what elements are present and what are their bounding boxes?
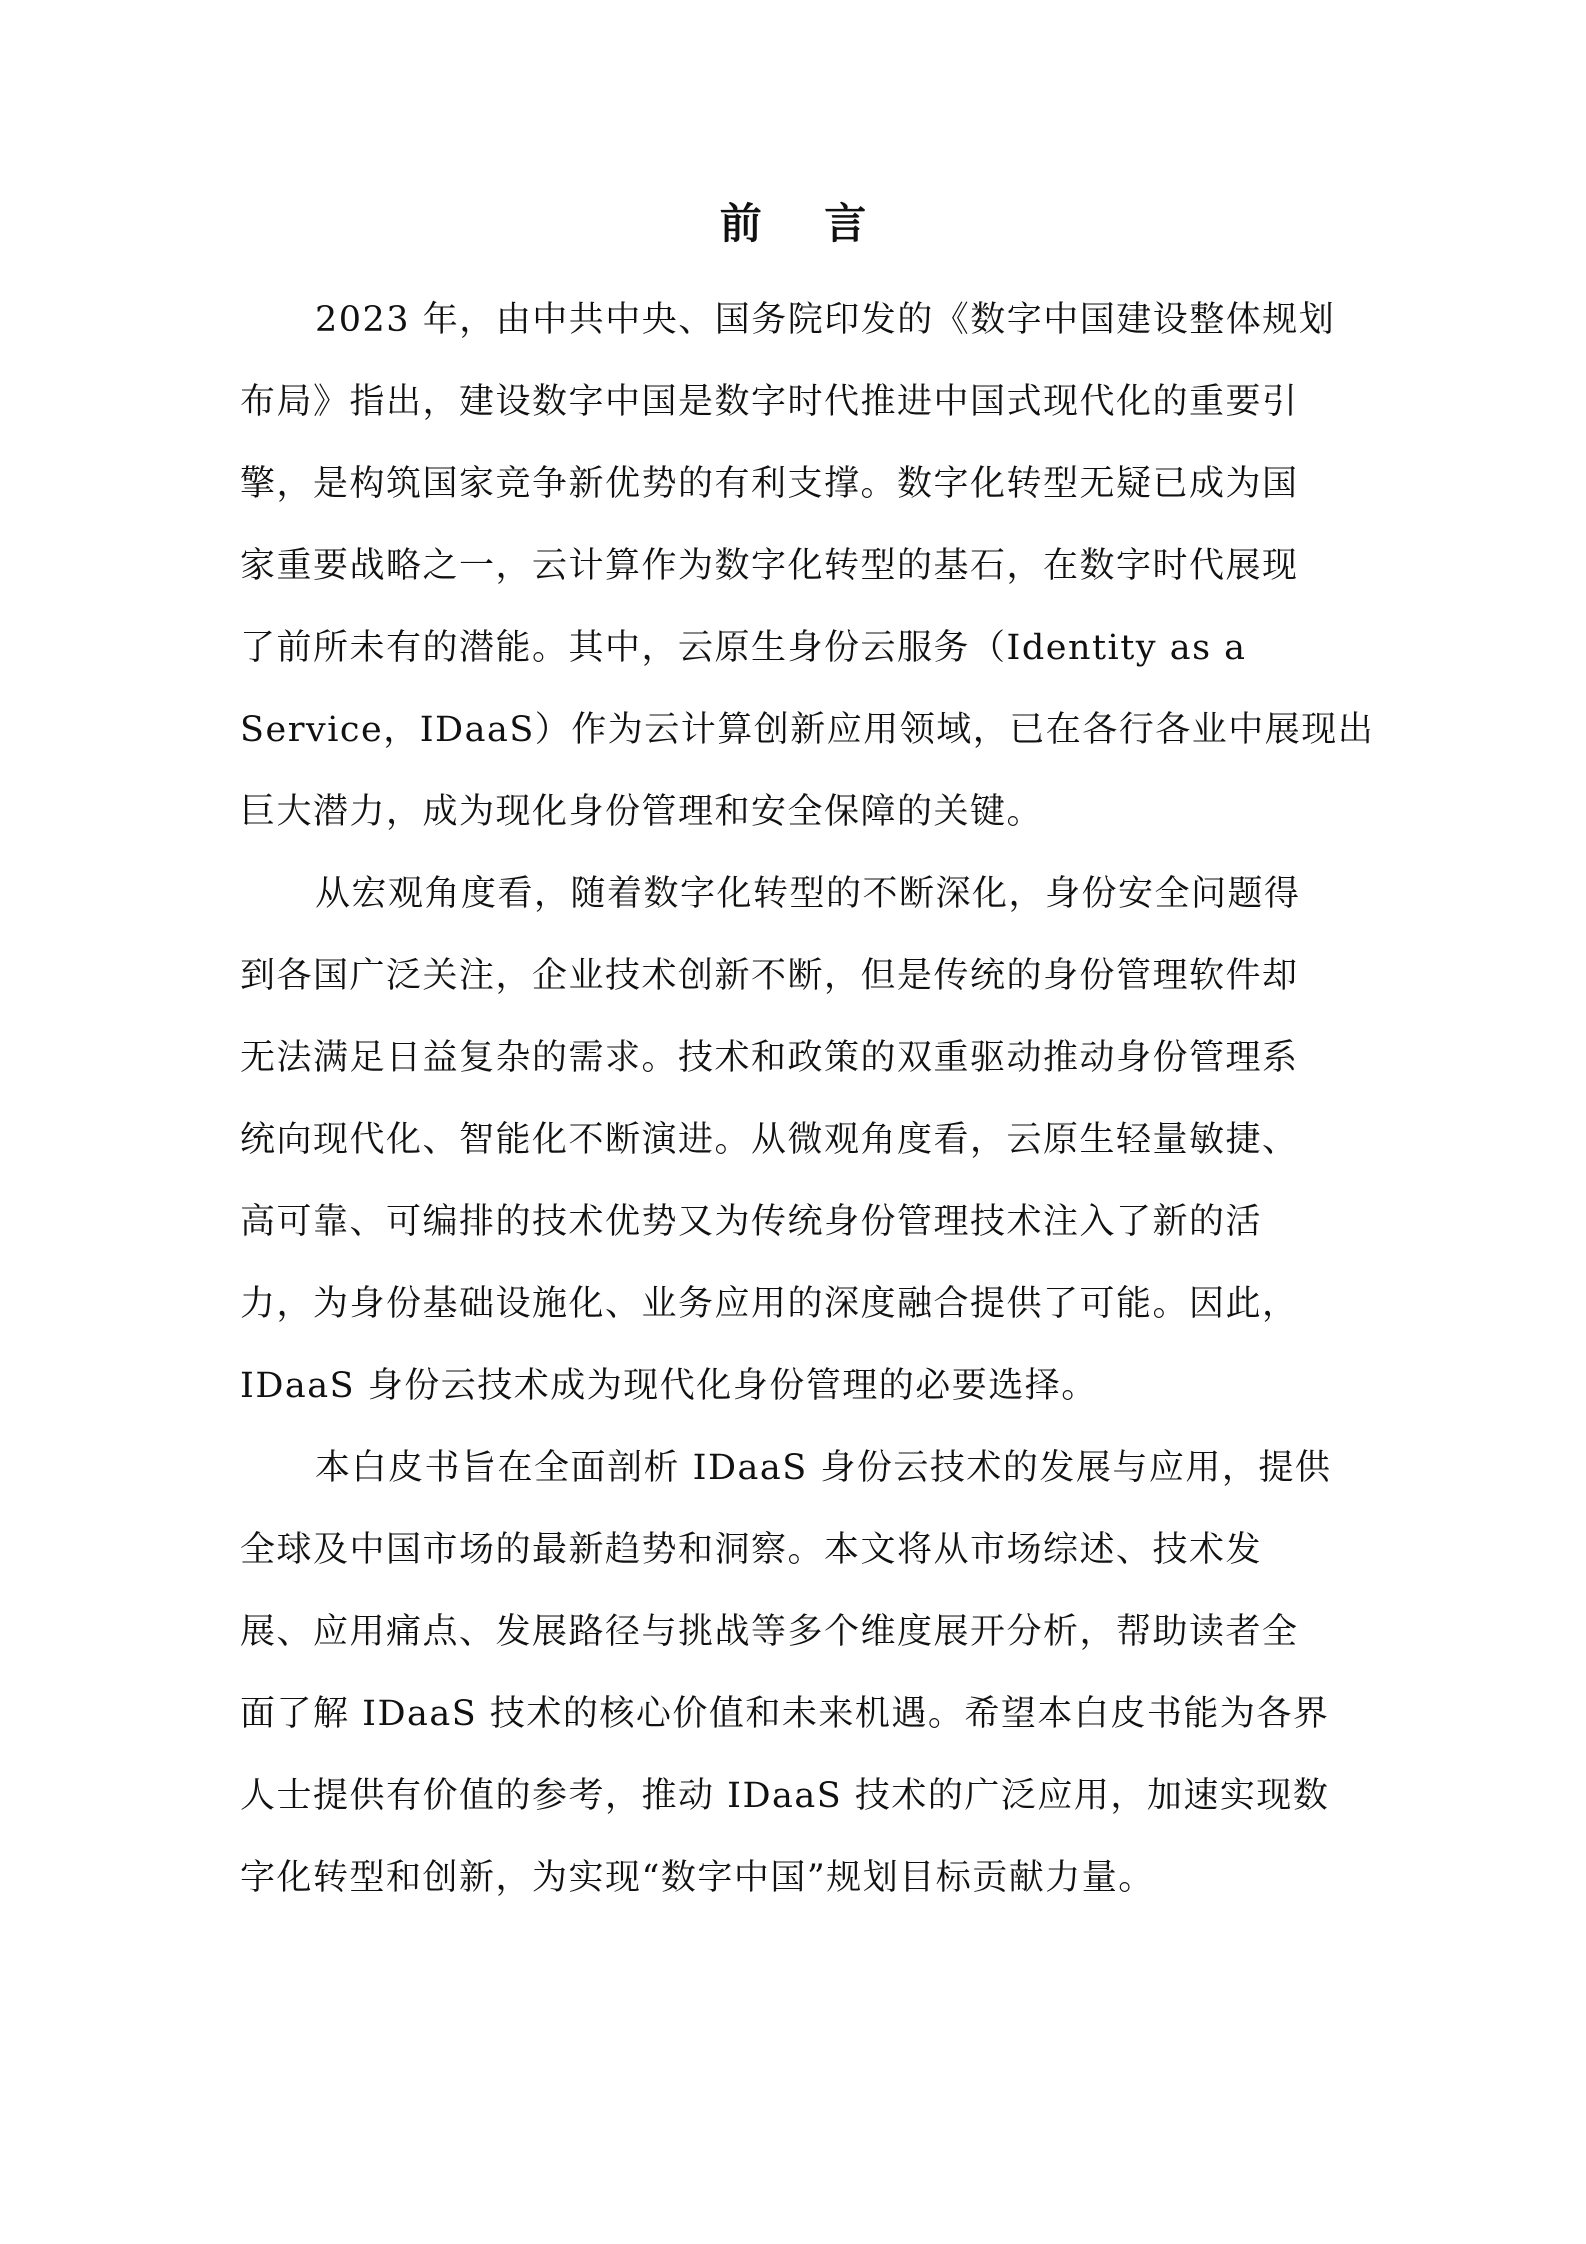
paragraph-3-line-3: 展、应用痛点、发展路径与挑战等多个维度展开分析，帮助读者全 <box>240 1612 1299 1652</box>
paragraph-3-line-6: 字化转型和创新，为实现“数字中国”规划目标贡献力量。 <box>240 1858 1155 1898</box>
paragraph-1-line-3: 擎，是构筑国家竞争新优势的有利支撑。数字化转型无疑已成为国 <box>240 464 1299 504</box>
paragraph-2-line-5: 高可靠、可编排的技术优势又为传统身份管理技术注入了新的活 <box>240 1202 1263 1242</box>
paragraph-2-line-4: 统向现代化、智能化不断演进。从微观角度看，云原生轻量敏捷、 <box>240 1120 1299 1160</box>
paragraph-1-line-7: 巨大潜力，成为现化身份管理和安全保障的关键。 <box>240 792 1044 832</box>
page-title: 前 言 <box>719 199 891 248</box>
paragraph-3-line-5: 人士提供有价值的参考，推动 IDaaS 技术的广泛应用，加速实现数 <box>240 1776 1330 1816</box>
paragraph-2-line-7: IDaaS 身份云技术成为现代化身份管理的必要选择。 <box>240 1366 1098 1406</box>
paragraph-3-line-4: 面了解 IDaaS 技术的核心价值和未来机遇。希望本白皮书能为各界 <box>240 1694 1330 1734</box>
paragraph-2-line-1: 从宏观角度看，随着数字化转型的不断深化，身份安全问题得 <box>315 874 1301 914</box>
paragraph-1-line-6: Service，IDaaS）作为云计算创新应用领域，已在各行各业中展现出 <box>240 710 1375 750</box>
paragraph-2-line-6: 力，为身份基础设施化、业务应用的深度融合提供了可能。因此， <box>240 1284 1299 1324</box>
paragraph-1-line-2: 布局》指出，建设数字中国是数字时代推进中国式现代化的重要引 <box>240 382 1299 422</box>
paragraph-1-line-1: 2023 年，由中共中央、国务院印发的《数字中国建设整体规划 <box>315 300 1336 340</box>
paragraph-3-line-2: 全球及中国市场的最新趋势和洞察。本文将从市场综述、技术发 <box>240 1530 1263 1570</box>
paragraph-2-line-3: 无法满足日益复杂的需求。技术和政策的双重驱动推动身份管理系 <box>240 1038 1299 1078</box>
paragraph-1-line-4: 家重要战略之一，云计算作为数字化转型的基石，在数字时代展现 <box>240 546 1299 586</box>
paragraph-2-line-2: 到各国广泛关注，企业技术创新不断，但是传统的身份管理软件却 <box>240 956 1299 996</box>
paragraph-3-line-1: 本白皮书旨在全面剖析 IDaaS 身份云技术的发展与应用，提供 <box>315 1448 1332 1488</box>
paragraph-1-line-5: 了前所未有的潜能。其中，云原生身份云服务（Identity as a <box>240 628 1247 668</box>
